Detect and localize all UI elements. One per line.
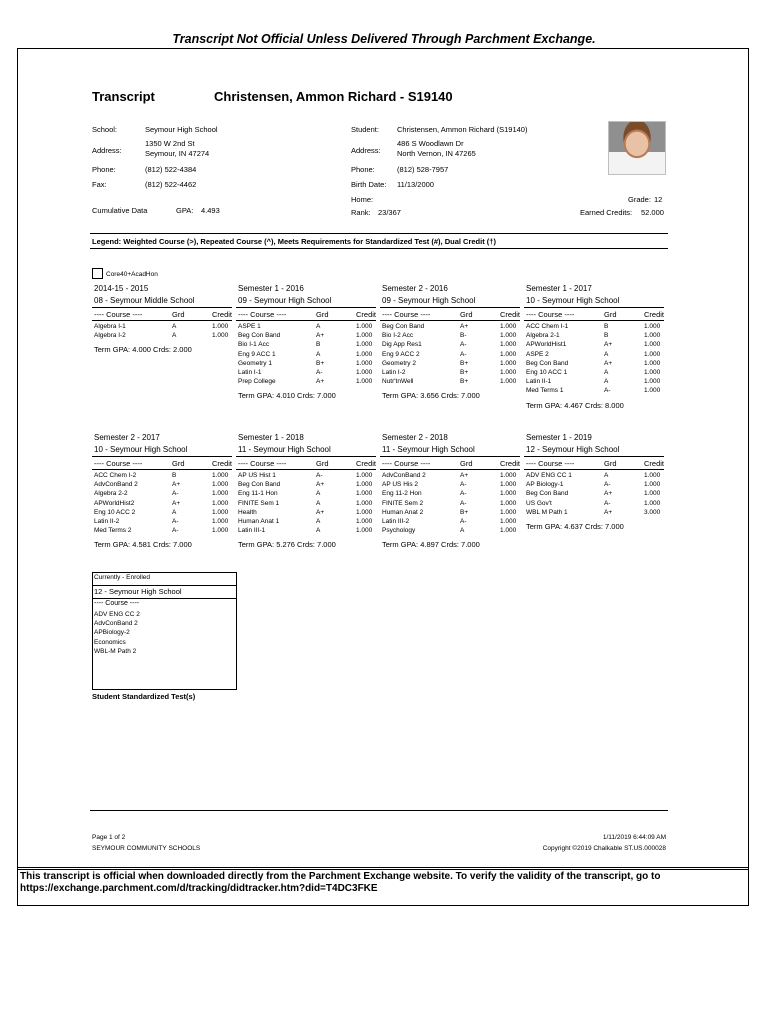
current-course-header: ---- Course ----: [94, 600, 140, 607]
semester-term: Semester 2 - 2016: [382, 284, 448, 293]
semester-divider: [236, 307, 376, 308]
course-column-header: ---- Course ----: [526, 459, 575, 468]
program-checkbox: [92, 268, 103, 279]
school-address-line1: 1350 W 2nd St: [145, 139, 195, 148]
course-credit: 1.000: [500, 481, 517, 489]
semester-term: Semester 2 - 2018: [382, 433, 448, 442]
semester-divider: [236, 320, 376, 321]
course-name: APWorldHist1: [526, 341, 567, 349]
course-grade: A+: [604, 359, 613, 367]
course-name: AP Biology-1: [526, 481, 564, 489]
course-name: Health: [238, 508, 257, 516]
cumulative-gpa: 4.493: [201, 206, 220, 215]
print-timestamp: 1/11/2019 6:44:09 AM: [602, 834, 666, 841]
grade-column-header: Grd: [172, 310, 185, 319]
course-name: ADV ENG CC 1: [526, 472, 572, 479]
course-grade: A+: [316, 332, 325, 340]
grade-column-header: Grd: [316, 459, 329, 468]
school-address-label: Address:: [92, 146, 122, 155]
course-grade: A-: [604, 499, 611, 507]
student-phone: (812) 528-7957: [397, 165, 449, 174]
course-credit: 1.000: [500, 341, 517, 349]
school-address-line2: Seymour, IN 47274: [145, 149, 210, 158]
semester-divider: [524, 320, 664, 321]
course-credit: 1.000: [356, 472, 373, 479]
semester-school: 11 - Seymour High School: [382, 445, 475, 454]
course-credit: 1.000: [644, 341, 661, 349]
course-credit: 1.000: [212, 472, 229, 479]
course-grade: A+: [316, 508, 325, 516]
course-credit: 1.000: [500, 359, 517, 367]
semester-school: 10 - Seymour High School: [526, 296, 620, 305]
course-grade: A: [604, 378, 609, 386]
course-grade: A-: [460, 481, 467, 489]
gpa-label: GPA:: [176, 206, 194, 215]
semester-divider: [380, 469, 520, 470]
school-value: Seymour High School: [145, 125, 218, 134]
course-name: Eng 11-2 Hon: [382, 490, 422, 498]
course-column-header: ---- Course ----: [94, 459, 143, 468]
course-grade: A-: [460, 350, 467, 358]
course-credit: 1.000: [644, 323, 661, 330]
semester-divider: [236, 469, 376, 470]
student-address-label: Address:: [351, 146, 381, 155]
course-grade: A: [316, 490, 321, 498]
course-column-header: ---- Course ----: [94, 310, 143, 319]
course-name: AdvConBand 2: [94, 481, 138, 489]
course-name: ASPE 2: [526, 350, 549, 358]
course-credit: 1.000: [212, 527, 229, 535]
course-grade: B: [316, 341, 321, 349]
semester-divider: [92, 469, 232, 470]
course-grade: A-: [604, 387, 611, 395]
school-phone: (812) 522-4384: [145, 165, 197, 174]
legend-text: Legend: Weighted Course (>), Repeated Course (^), Meets Requirements for Standardized Test (#), Dual Credit (†): [92, 237, 496, 246]
term-gpa: Term GPA: 3.656 Crds: 7.000: [382, 391, 480, 401]
course-grade: A: [316, 350, 321, 358]
course-credit: 1.000: [644, 350, 661, 358]
course-name: Bio I-2 Acc: [382, 332, 414, 340]
student-heading: Christensen, Ammon Richard - S19140: [214, 89, 453, 104]
course-grade: A-: [460, 499, 467, 507]
grade-column-header: Grd: [316, 310, 329, 319]
course-grade: A-: [316, 472, 323, 479]
course-grade: A: [172, 508, 177, 516]
course-credit: 1.000: [356, 508, 373, 516]
grade-column-header: Grd: [460, 310, 473, 319]
course-credit: 1.000: [644, 369, 661, 376]
course-grade: B: [604, 323, 609, 330]
course-credit: 1.000: [212, 508, 229, 516]
semester-school: 10 - Seymour High School: [94, 445, 188, 454]
student-address-line2: North Vernon, IN 47265: [397, 149, 476, 158]
course-credit: 1.000: [500, 527, 517, 535]
course-name: Nutr'tnWell: [382, 378, 414, 386]
course-column-header: ---- Course ----: [382, 310, 431, 319]
course-grade: A: [604, 350, 609, 358]
course-credit: 1.000: [644, 387, 661, 395]
term-gpa: Term GPA: 4.637 Crds: 7.000: [526, 522, 624, 531]
school-fax-label: Fax:: [92, 180, 107, 189]
course-grade: A-: [460, 518, 467, 525]
course-grade: B+: [316, 359, 325, 367]
school-phone-label: Phone:: [92, 165, 116, 174]
course-credit: 1.000: [356, 359, 373, 367]
earned-credits: 52.000: [641, 208, 664, 217]
course-credit: 1.000: [356, 490, 373, 498]
course-name: Beg Con Band: [526, 490, 569, 498]
course-grade: A+: [172, 499, 181, 507]
course-credit: 1.000: [356, 499, 373, 507]
program-label: Core40+AcadHon: [106, 271, 158, 278]
term-gpa: Term GPA: 4.010 Crds: 7.000: [238, 391, 336, 401]
course-grade: A-: [172, 527, 179, 535]
course-name: Algebra I-1: [94, 323, 126, 330]
credit-column-header: Credit: [212, 310, 233, 319]
current-course: AdvConBand 2: [94, 620, 138, 628]
course-credit: 1.000: [356, 378, 373, 386]
course-name: Med Terms 2: [94, 527, 132, 535]
document-title: Transcript: [92, 89, 155, 104]
course-name: Eng 10 ACC 2: [94, 508, 136, 516]
course-credit: 1.000: [500, 323, 517, 330]
semester-divider: [236, 456, 376, 457]
official-banner: Transcript Not Official Unless Delivered Through Parchment Exchange.: [172, 32, 596, 46]
course-grade: A-: [460, 490, 467, 498]
course-grade: A: [316, 499, 321, 507]
course-credit: 1.000: [500, 472, 517, 479]
course-name: Psychology: [382, 527, 416, 535]
course-name: Beg Con Band: [238, 481, 281, 489]
student-label: Student:: [351, 125, 379, 134]
parchment-rule: [17, 867, 749, 868]
course-name: AP US His 2: [382, 481, 419, 489]
course-credit: 1.000: [356, 341, 373, 349]
grade-column-header: Grd: [604, 459, 617, 468]
current-divider: [92, 585, 237, 586]
course-credit: 1.000: [212, 518, 229, 525]
page-number: Page 1 of 2: [92, 834, 126, 841]
course-name: Latin I-1: [238, 369, 262, 376]
course-grade: A-: [172, 518, 179, 525]
course-credit: 1.000: [212, 481, 229, 489]
course-grade: A: [460, 527, 465, 535]
course-credit: 1.000: [644, 481, 661, 489]
current-status: Currently - Enrolled: [94, 574, 150, 581]
student-phone-label: Phone:: [351, 165, 375, 174]
course-name: Prep College: [238, 378, 276, 386]
semester-divider: [524, 456, 664, 457]
course-credit: 1.000: [500, 508, 517, 516]
current-course: ADV ENG CC 2: [94, 611, 140, 618]
term-gpa: Term GPA: 4.897 Crds: 7.000: [382, 540, 480, 550]
semester-divider: [92, 456, 232, 457]
semester-school: 11 - Seymour High School: [238, 445, 331, 454]
grade-column-header: Grd: [172, 459, 185, 468]
course-grade: B+: [460, 369, 469, 376]
course-credit: 1.000: [644, 332, 661, 340]
course-credit: 1.000: [500, 518, 517, 525]
course-name: Eng 11-1 Hon: [238, 490, 278, 498]
course-grade: A+: [172, 481, 181, 489]
semester-school: 09 - Seymour High School: [238, 296, 332, 305]
course-grade: A+: [460, 472, 469, 479]
course-name: Med Terms 1: [526, 387, 564, 395]
course-name: Human Anat 2: [382, 508, 424, 516]
course-name: Algebra 2-1: [526, 332, 560, 340]
term-gpa: Term GPA: 4.000 Crds: 2.000: [94, 345, 192, 355]
course-grade: A+: [316, 481, 325, 489]
course-name: Human Anat 1: [238, 518, 280, 525]
course-name: ACC Chem I-1: [526, 323, 569, 330]
semester-term: Semester 1 - 2019: [526, 433, 592, 442]
course-credit: 1.000: [500, 490, 517, 498]
semester-term: Semester 2 - 2017: [94, 433, 160, 442]
semester-divider: [380, 320, 520, 321]
semester-school: 12 - Seymour High School: [526, 445, 620, 454]
course-grade: A-: [460, 341, 467, 349]
course-credit: 1.000: [644, 499, 661, 507]
course-column-header: ---- Course ----: [382, 459, 431, 468]
course-grade: B+: [460, 508, 469, 516]
footer-rule: [90, 810, 668, 811]
course-credit: 1.000: [212, 490, 229, 498]
district-name: SEYMOUR COMMUNITY SCHOOLS: [92, 845, 201, 852]
school-label: School:: [92, 125, 118, 134]
course-name: ASPE 1: [238, 323, 261, 330]
course-grade: A: [172, 323, 177, 330]
course-name: Latin II-1: [526, 378, 552, 386]
course-credit: 1.000: [644, 472, 661, 479]
semester-term: Semester 1 - 2017: [526, 284, 592, 293]
course-name: Beg Con Band: [238, 332, 281, 340]
credit-column-header: Credit: [500, 310, 521, 319]
home-label: Home:: [351, 195, 374, 204]
course-credit: 1.000: [356, 323, 373, 330]
course-name: AdvConBand 2: [382, 472, 426, 479]
credit-column-header: Credit: [644, 459, 665, 468]
course-credit: 1.000: [212, 332, 229, 340]
semester-term: Semester 1 - 2018: [238, 433, 304, 442]
student-address-line1: 486 S Woodlawn Dr: [397, 139, 464, 148]
semester-school: 08 - Seymour Middle School: [94, 296, 195, 305]
course-name: AP US Hist 1: [238, 472, 276, 479]
current-course: APBiology-2: [94, 629, 130, 637]
course-name: Latin I-2: [382, 369, 406, 376]
credit-column-header: Credit: [212, 459, 233, 468]
course-name: Algebra I-2: [94, 332, 126, 340]
course-grade: A: [604, 369, 609, 376]
course-grade: A+: [316, 378, 325, 386]
grade-column-header: Grd: [460, 459, 473, 468]
course-credit: 1.000: [500, 369, 517, 376]
credit-column-header: Credit: [644, 310, 665, 319]
course-grade: A: [316, 323, 321, 330]
course-name: Latin III-2: [382, 518, 410, 525]
course-name: Eng 9 ACC 2: [382, 350, 420, 358]
semester-divider: [524, 307, 664, 308]
course-grade: A: [604, 472, 609, 479]
term-gpa: Term GPA: 4.581 Crds: 7.000: [94, 540, 192, 550]
copyright: Copyright ©2019 Chalkable ST.US.000028: [542, 845, 666, 852]
current-course: Economics: [94, 638, 126, 646]
credit-column-header: Credit: [500, 459, 521, 468]
course-grade: B: [172, 472, 177, 479]
course-grade: A+: [604, 490, 613, 498]
term-gpa: Term GPA: 5.276 Crds: 7.000: [238, 540, 336, 550]
course-name: US Gov't: [526, 499, 552, 507]
course-name: Latin II-2: [94, 518, 120, 525]
semester-divider: [92, 320, 232, 321]
current-course: WBL-M Path 2: [94, 647, 137, 655]
course-grade: A+: [604, 341, 613, 349]
semester-divider: [380, 456, 520, 457]
course-name: Algebra 2-2: [94, 490, 128, 498]
course-grade: A+: [460, 323, 469, 330]
course-credit: 1.000: [500, 350, 517, 358]
school-fax: (812) 522-4462: [145, 180, 197, 189]
course-column-header: ---- Course ----: [238, 310, 287, 319]
course-name: ACC Chem I-2: [94, 472, 137, 479]
standardized-tests-label: Student Standardized Test(s): [92, 692, 196, 701]
course-credit: 1.000: [500, 332, 517, 340]
course-credit: 1.000: [644, 378, 661, 386]
course-name: Eng 10 ACC 1: [526, 369, 568, 376]
course-column-header: ---- Course ----: [238, 459, 287, 468]
course-name: Beg Con Band: [382, 323, 425, 330]
course-column-header: ---- Course ----: [526, 310, 575, 319]
course-grade: B-: [460, 332, 467, 340]
term-gpa: Term GPA: 4.467 Crds: 8.000: [526, 400, 624, 410]
course-grade: A-: [604, 481, 611, 489]
course-credit: 1.000: [500, 499, 517, 507]
grade-label: Grade:: [628, 195, 651, 204]
course-credit: 3.000: [644, 508, 661, 516]
course-credit: 1.000: [356, 350, 373, 358]
grade-value: 12: [654, 195, 663, 204]
student-value: Christensen, Ammon Richard (S19140): [397, 125, 528, 134]
semester-divider: [524, 469, 664, 470]
course-credit: 1.000: [212, 499, 229, 507]
grade-column-header: Grd: [604, 310, 617, 319]
course-name: FINITE Sem 1: [238, 499, 280, 507]
course-name: Beg Con Band: [526, 359, 569, 367]
rank-value: 23/367: [378, 208, 401, 217]
course-credit: 1.000: [356, 527, 373, 535]
course-name: Latin III-1: [238, 527, 266, 535]
student-photo: [608, 121, 666, 175]
birth-date-label: Birth Date:: [351, 180, 387, 189]
course-grade: B+: [460, 378, 469, 386]
course-name: Bio I-1 Acc: [238, 341, 270, 349]
birth-date: 11/13/2000: [397, 180, 434, 189]
semester-term: 2014-15 - 2015: [94, 284, 149, 293]
course-credit: 1.000: [212, 323, 229, 330]
course-grade: A+: [604, 508, 613, 516]
course-grade: B: [604, 332, 609, 340]
rank-label: Rank:: [351, 208, 371, 217]
cumulative-label: Cumulative Data: [92, 206, 148, 215]
earned-credits-label: Earned Credits:: [580, 208, 633, 217]
course-credit: 1.000: [356, 481, 373, 489]
current-divider: [92, 598, 237, 599]
course-grade: A: [316, 518, 321, 525]
course-credit: 1.000: [644, 490, 661, 498]
course-credit: 1.000: [644, 359, 661, 367]
course-grade: A: [172, 332, 177, 340]
course-grade: A-: [172, 490, 179, 498]
parchment-rule: [17, 869, 749, 870]
semester-term: Semester 1 - 2016: [238, 284, 304, 293]
course-credit: 1.000: [356, 518, 373, 525]
course-name: FINITE Sem 2: [382, 499, 424, 507]
course-name: WBL M Path 1: [526, 508, 568, 516]
course-credit: 1.000: [356, 369, 373, 376]
course-name: Geometry 2: [382, 359, 416, 367]
semester-divider: [92, 307, 232, 308]
course-grade: A-: [316, 369, 323, 376]
course-credit: 1.000: [500, 378, 517, 386]
course-name: APWorldHist2: [94, 499, 135, 507]
course-grade: A: [316, 527, 321, 535]
course-name: Geometry 1: [238, 359, 272, 367]
credit-column-header: Credit: [356, 459, 377, 468]
current-school: 12 - Seymour High School: [94, 587, 182, 596]
course-credit: 1.000: [356, 332, 373, 340]
semester-divider: [380, 307, 520, 308]
course-grade: B+: [460, 359, 469, 367]
course-name: Eng 9 ACC 1: [238, 350, 276, 358]
parchment-verification-note: This transcript is official when downloaded directly from the Parchment Exchange website. To verify the validity of the transcript, go to https://exchange.parchment.com/d/tracking/didtracker.htm?did=T4DC3FKE: [20, 871, 661, 894]
semester-school: 09 - Seymour High School: [382, 296, 476, 305]
course-name: Dig App Res1: [382, 341, 422, 349]
credit-column-header: Credit: [356, 310, 377, 319]
